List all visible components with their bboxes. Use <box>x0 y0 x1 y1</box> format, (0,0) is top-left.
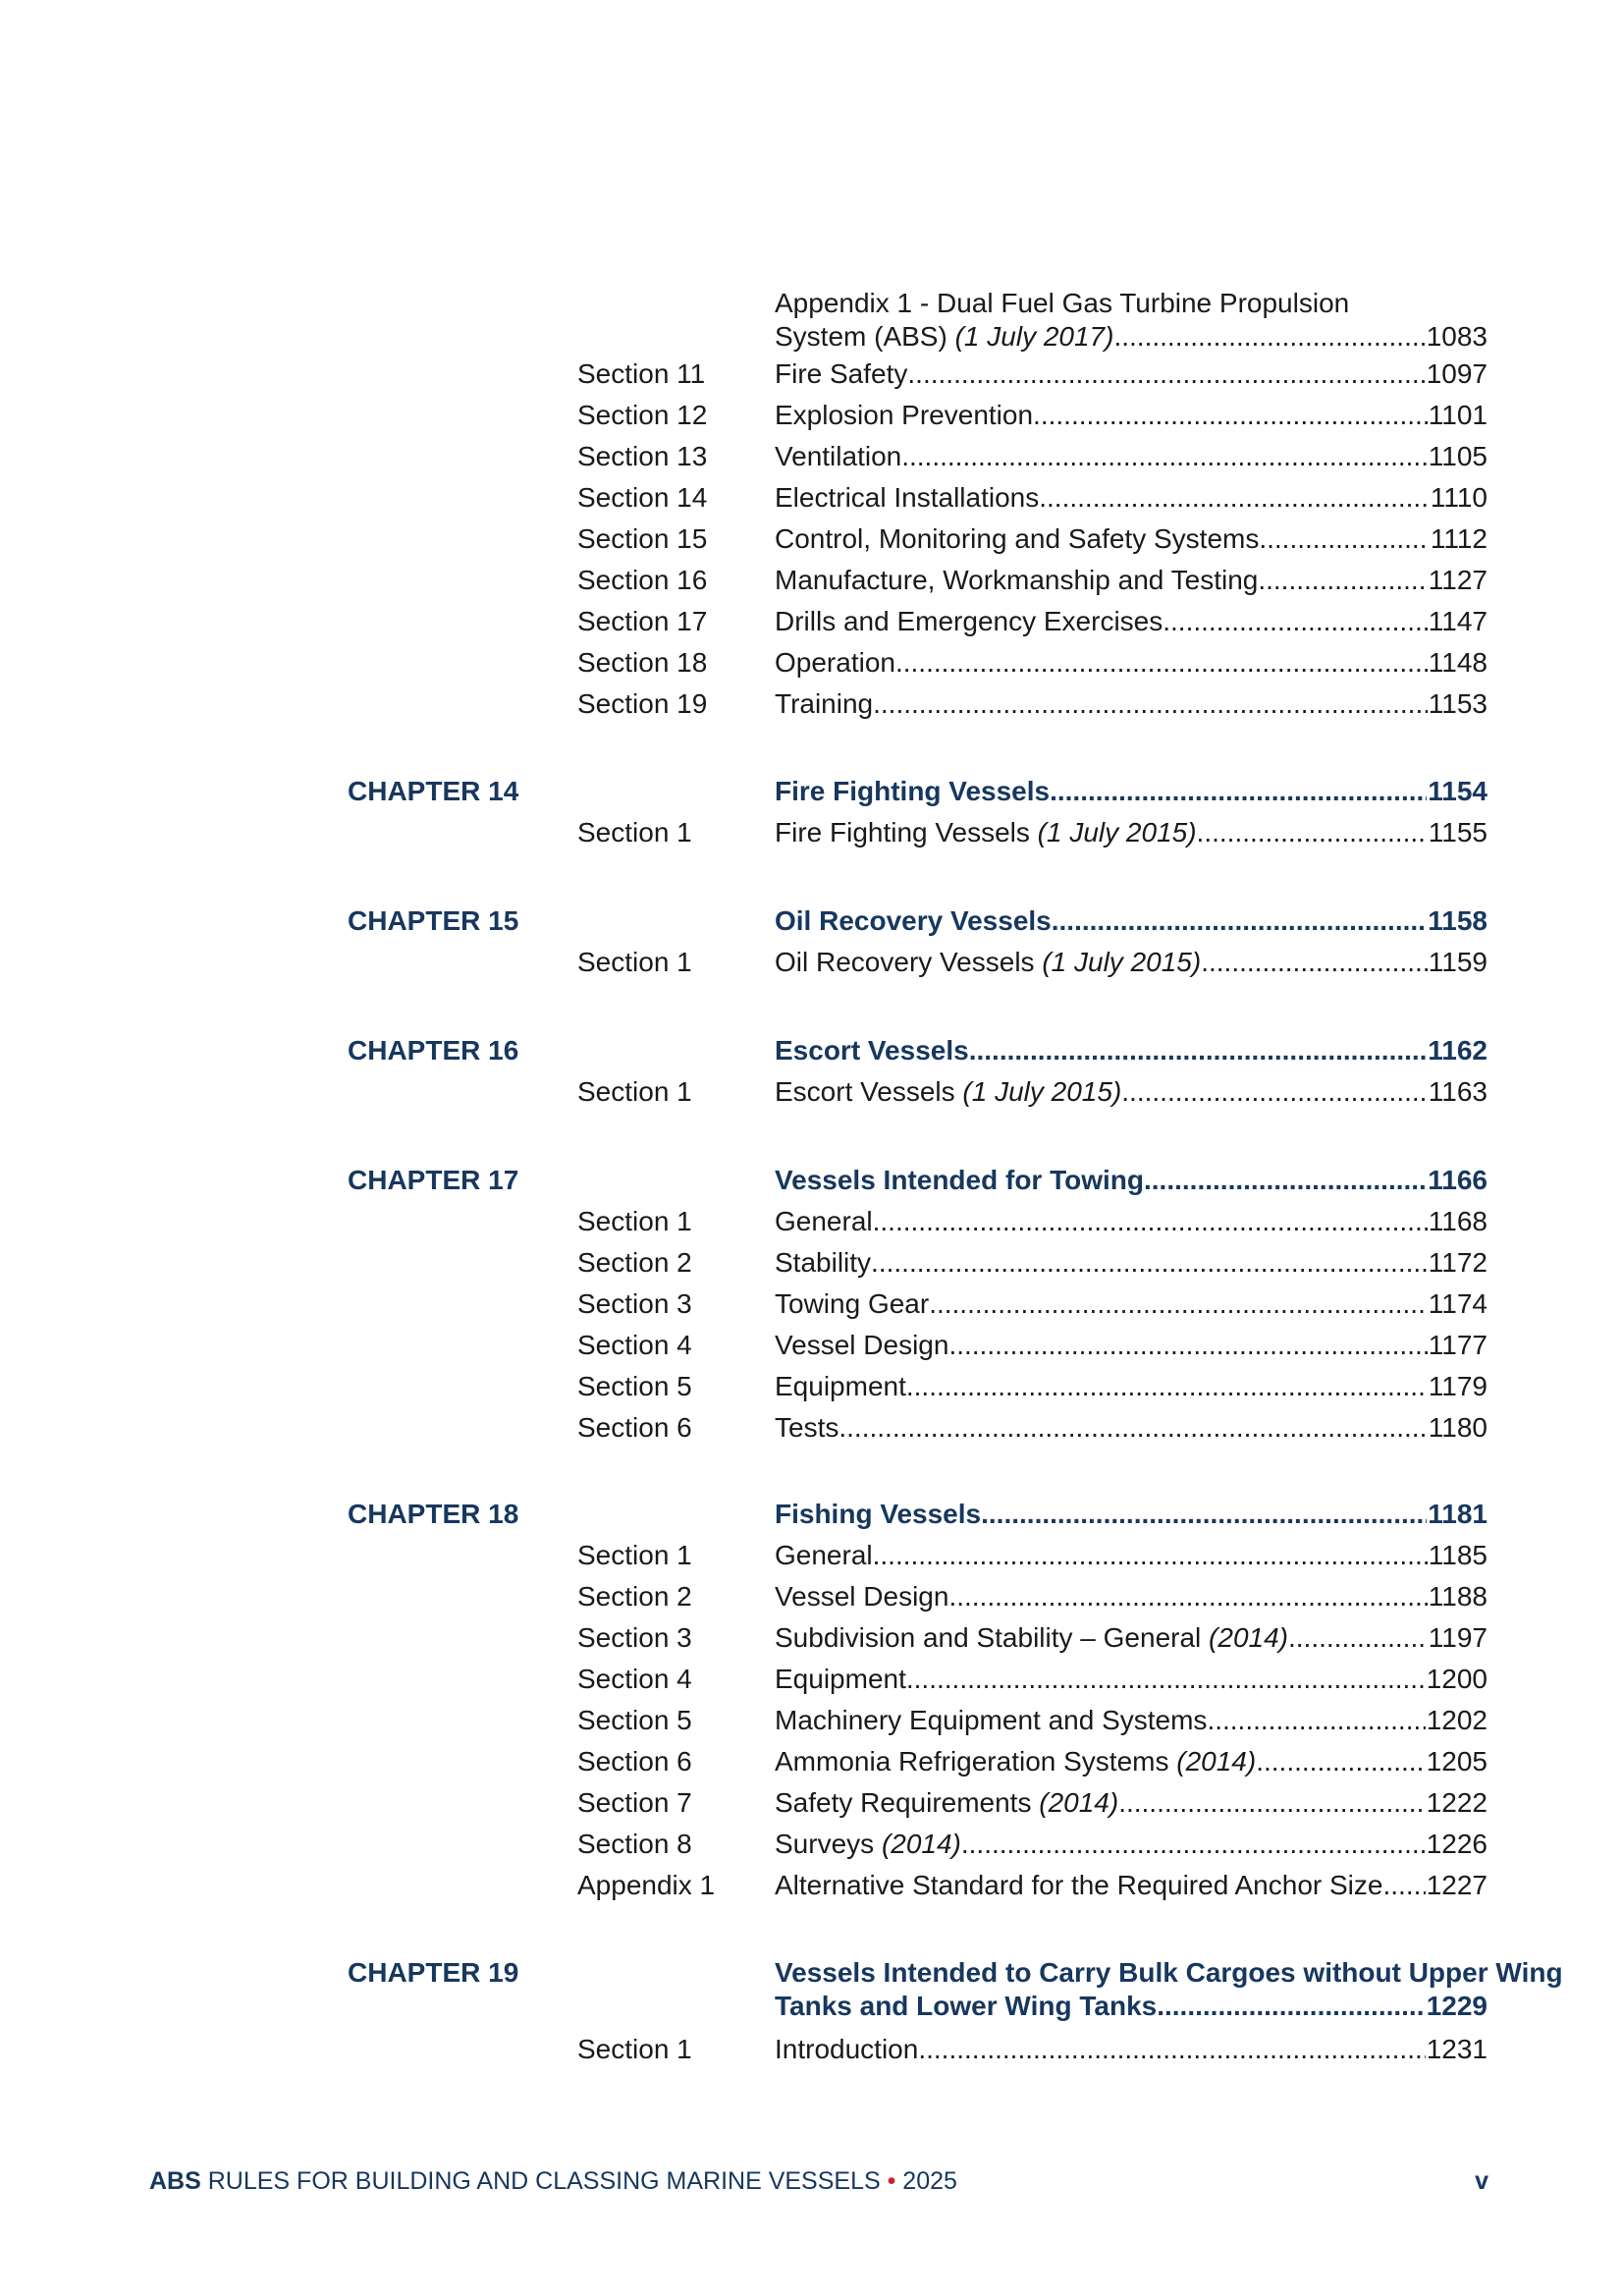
section-label: Section 1 <box>577 2034 692 2064</box>
entry-title-text: Manufacture, Workmanship and Testing <box>775 565 1259 595</box>
entry-title-text: Control, Monitoring and Safety Systems <box>775 523 1260 554</box>
page-number: 1202 <box>1426 1705 1488 1735</box>
section-row[interactable] <box>0 1201 1623 1242</box>
section-label: Section 8 <box>577 1829 692 1859</box>
entry-date-note: (1 July 2015) <box>962 1076 1122 1107</box>
section-row[interactable] <box>0 1407 1623 1449</box>
leader-dots <box>1039 481 1430 515</box>
entry-title-text: Tests <box>775 1412 839 1443</box>
entry-title-text: Vessel Design <box>775 1330 949 1360</box>
entry-line <box>775 357 1488 391</box>
section-row[interactable] <box>0 1242 1623 1284</box>
entry-title-text: Subdivision and Stability – General <box>775 1622 1210 1653</box>
page-number: 1181 <box>1428 1499 1488 1529</box>
entry-date-note: (2014) <box>881 1829 961 1859</box>
entry-title-text: Electrical Installations <box>775 482 1040 513</box>
leader-dots <box>1256 1745 1426 1778</box>
entry-title-text: Fishing Vessels <box>775 1499 982 1529</box>
section-label: Section 13 <box>577 441 708 471</box>
entry-line <box>775 904 1488 938</box>
entry-line <box>775 2033 1488 2066</box>
entry-line <box>775 1287 1488 1321</box>
page-number: 1188 <box>1428 1581 1488 1612</box>
toc-entry[interactable] <box>775 287 1488 354</box>
page-number: 1112 <box>1430 523 1488 554</box>
section-row[interactable] <box>0 1865 1623 1906</box>
entry-date-note: (1 July 2015) <box>1037 817 1197 847</box>
toc-entry[interactable] <box>775 1164 1488 1197</box>
leader-dots <box>948 1329 1427 1362</box>
entry-title-text: Fire Fighting Vessels <box>775 817 1038 847</box>
entry-title <box>775 1786 1118 1820</box>
entry-title <box>775 816 1197 849</box>
section-label: Section 7 <box>577 1787 692 1818</box>
section-label: Section 11 <box>577 358 706 389</box>
leader-dots <box>1207 1704 1425 1737</box>
page-number: 1180 <box>1428 1412 1488 1443</box>
page-footer <box>149 2161 1488 2201</box>
section-label: Section 14 <box>577 482 708 513</box>
toc-entry[interactable] <box>775 904 1488 938</box>
section-label: Section 1 <box>577 1540 692 1570</box>
toc-entry[interactable] <box>775 357 1488 391</box>
entry-title <box>775 357 907 391</box>
leader-dots <box>929 1287 1428 1321</box>
entry-title-text: Vessel Design <box>775 1581 949 1612</box>
entry-title-text: Tanks and Lower Wing Tanks <box>775 1991 1158 2021</box>
toc-entry[interactable] <box>775 1539 1488 1572</box>
footer-page-number: v <box>1475 2167 1488 2195</box>
page-number: 1105 <box>1428 441 1488 471</box>
section-row[interactable] <box>0 477 1623 519</box>
toc-entry[interactable] <box>775 1828 1488 1861</box>
toc-entry[interactable] <box>775 1580 1488 1613</box>
section-row[interactable] <box>0 601 1623 642</box>
section-label: Section 2 <box>577 1581 692 1612</box>
toc-entry[interactable] <box>775 1663 1488 1696</box>
page-number: 1197 <box>1428 1622 1488 1653</box>
leader-dots <box>1382 1869 1425 1902</box>
chapter-row[interactable] <box>0 901 1623 942</box>
entry-line <box>775 320 1488 354</box>
section-label: Section 12 <box>577 400 708 430</box>
entry-line <box>775 1034 1488 1067</box>
entry-line <box>775 522 1488 556</box>
entry-title <box>775 687 873 721</box>
toc-entry[interactable] <box>775 1498 1488 1531</box>
leader-dots <box>1157 1990 1425 2023</box>
entry-line <box>775 1663 1488 1696</box>
entry-title <box>775 1539 873 1572</box>
entry-title <box>775 1164 1144 1197</box>
leader-dots <box>871 1246 1428 1280</box>
entry-title <box>775 1663 906 1696</box>
entry-title <box>775 320 1113 354</box>
footer-year: 2025 <box>895 2167 957 2195</box>
chapter-row[interactable] <box>0 1494 1623 1535</box>
leader-dots <box>1259 522 1430 556</box>
entry-line <box>775 1621 1488 1655</box>
page-number: 1205 <box>1426 1746 1488 1777</box>
toc-entry[interactable] <box>775 1411 1488 1445</box>
entry-title-line: Appendix 1 - Dual Fuel Gas Turbine Propulsion <box>775 288 1350 318</box>
entry-date-note: (2014) <box>1176 1746 1257 1777</box>
toc-entry[interactable] <box>775 1075 1488 1109</box>
page-number: 1147 <box>1428 606 1488 636</box>
chapter-label: CHAPTER 16 <box>348 1035 519 1066</box>
leader-dots <box>873 1539 1428 1572</box>
page-number: 1172 <box>1428 1247 1488 1278</box>
entry-title-text: Ventilation <box>775 441 902 471</box>
entry-line <box>775 1869 1488 1902</box>
section-row[interactable] <box>0 1617 1623 1659</box>
entry-title-text: System (ABS) <box>775 321 955 352</box>
entry-line <box>775 440 1488 473</box>
toc-entry[interactable] <box>775 646 1488 680</box>
entry-title-text: Safety Requirements <box>775 1787 1040 1818</box>
section-row[interactable] <box>0 683 1623 725</box>
section-row[interactable] <box>0 1824 1623 1865</box>
entry-line <box>775 1370 1488 1403</box>
section-row[interactable] <box>0 1782 1623 1824</box>
page-number: 1226 <box>1426 1829 1488 1859</box>
toc-entry[interactable] <box>775 564 1488 597</box>
chapter-row[interactable] <box>0 1952 1623 2027</box>
entry-title <box>775 1990 1157 2023</box>
section-label: Section 3 <box>577 1288 692 1319</box>
page-number: 1166 <box>1428 1165 1488 1195</box>
section-row[interactable] <box>0 560 1623 601</box>
page-number: 1155 <box>1428 817 1488 847</box>
toc-entry[interactable] <box>775 1370 1488 1403</box>
entry-line <box>775 605 1488 638</box>
section-row[interactable] <box>0 1366 1623 1407</box>
entry-line <box>775 1990 1488 2023</box>
section-row[interactable] <box>0 1700 1623 1741</box>
section-row[interactable] <box>0 354 1623 395</box>
page-number: 1083 <box>1426 321 1488 352</box>
entry-title-text: Alternative Standard for the Required Anchor Size <box>775 1870 1383 1900</box>
toc-entry[interactable] <box>775 1329 1488 1362</box>
entry-date-note: (1 July 2015) <box>1042 947 1202 977</box>
entry-title <box>775 1745 1256 1778</box>
toc-entry[interactable] <box>775 1621 1488 1655</box>
section-row[interactable] <box>0 519 1623 560</box>
leader-dots <box>1201 946 1428 979</box>
leader-dots <box>1121 1075 1428 1109</box>
toc-entry[interactable] <box>775 1745 1488 1778</box>
section-label: Section 5 <box>577 1705 692 1735</box>
toc-entry[interactable] <box>775 481 1488 515</box>
entry-title <box>775 1329 948 1362</box>
entry-line <box>775 1498 1488 1531</box>
section-row[interactable] <box>0 1741 1623 1782</box>
section-label: Section 6 <box>577 1746 692 1777</box>
leader-dots <box>1163 605 1428 638</box>
entry-title <box>775 646 895 680</box>
entry-date-note: (1 July 2017) <box>954 321 1114 352</box>
section-row[interactable] <box>0 1659 1623 1700</box>
entry-title <box>775 1869 1382 1902</box>
page-number: 1168 <box>1428 1206 1488 1236</box>
section-row[interactable] <box>0 642 1623 683</box>
leader-dots <box>961 1828 1426 1861</box>
entry-title <box>775 1828 961 1861</box>
entry-title <box>775 481 1039 515</box>
section-label: Section 2 <box>577 1247 692 1278</box>
page-number: 1163 <box>1428 1076 1488 1107</box>
entry-line <box>775 1745 1488 1778</box>
leader-dots <box>906 1663 1426 1696</box>
chapter-label: CHAPTER 15 <box>348 905 519 936</box>
page-number: 1153 <box>1428 688 1488 719</box>
entry-title <box>775 399 1033 432</box>
toc-entry[interactable] <box>775 1869 1488 1902</box>
entry-line <box>775 646 1488 680</box>
section-label: Section 1 <box>577 817 692 847</box>
entry-title-text: Training <box>775 688 874 719</box>
entry-title-text: Machinery Equipment and Systems <box>775 1705 1208 1735</box>
toc-entry[interactable] <box>775 1786 1488 1820</box>
entry-line <box>775 775 1488 808</box>
page-number: 1097 <box>1426 358 1488 389</box>
page-number: 1177 <box>1428 1330 1488 1360</box>
page-number: 1101 <box>1428 400 1488 430</box>
toc-entry[interactable] <box>775 440 1488 473</box>
chapter-label: CHAPTER 14 <box>348 776 519 806</box>
leader-dots <box>1258 564 1427 597</box>
entry-title-text: General <box>775 1540 873 1570</box>
entry-line <box>775 946 1488 979</box>
section-row[interactable] <box>0 942 1623 983</box>
entry-title <box>775 522 1259 556</box>
entry-line <box>775 1164 1488 1197</box>
leader-dots <box>907 357 1425 391</box>
section-label: Section 4 <box>577 1664 692 1694</box>
entry-line <box>775 1704 1488 1737</box>
section-row[interactable] <box>0 1284 1623 1325</box>
entry-title <box>775 1704 1207 1737</box>
entry-title <box>775 1411 839 1445</box>
page-number: 1110 <box>1430 482 1488 513</box>
leader-dots <box>1113 320 1425 354</box>
page-number: 1127 <box>1428 565 1488 595</box>
entry-line <box>775 816 1488 849</box>
toc-entry[interactable] <box>775 687 1488 721</box>
page-number: 1159 <box>1428 947 1488 977</box>
leader-dots <box>901 440 1428 473</box>
section-row[interactable] <box>0 1535 1623 1576</box>
entry-title-text: General <box>775 1206 873 1236</box>
entry-title <box>775 1034 969 1067</box>
entry-title <box>775 1370 906 1403</box>
page-number: 1162 <box>1428 1035 1488 1066</box>
entry-title-text: Introduction <box>775 2034 919 2064</box>
leader-dots <box>839 1411 1427 1445</box>
entry-line <box>775 1411 1488 1445</box>
leader-dots <box>1052 904 1428 938</box>
entry-title-text: Ammonia Refrigeration Systems <box>775 1746 1177 1777</box>
entry-title-text: Equipment <box>775 1664 906 1694</box>
entry-title <box>775 2033 918 2066</box>
entry-title-text: Operation <box>775 647 895 678</box>
leader-dots <box>1033 399 1428 432</box>
section-label: Section 3 <box>577 1622 692 1653</box>
section-label: Section 17 <box>577 606 708 636</box>
entry-title <box>775 1075 1121 1109</box>
section-row[interactable] <box>0 1071 1623 1113</box>
chapter-row[interactable] <box>0 771 1623 812</box>
entry-title <box>775 1621 1288 1655</box>
section-label: Section 1 <box>577 1206 692 1236</box>
entry-title <box>775 946 1201 979</box>
section-row[interactable] <box>0 812 1623 853</box>
page-number: 1154 <box>1428 776 1488 806</box>
entry-title-text: Equipment <box>775 1371 906 1401</box>
section-row[interactable] <box>0 2029 1623 2070</box>
entry-line <box>775 1329 1488 1362</box>
toc-entry[interactable] <box>775 1287 1488 1321</box>
section-label: Section 6 <box>577 1412 692 1443</box>
entry-title-text: Drills and Emergency Exercises <box>775 606 1163 636</box>
entry-title <box>775 440 901 473</box>
leader-dots <box>1197 816 1428 849</box>
leader-dots <box>1050 775 1427 808</box>
entry-date-note: (2014) <box>1209 1622 1288 1653</box>
entry-title-text: Fire Safety <box>775 358 908 389</box>
section-label: Section 15 <box>577 523 708 554</box>
page-number: 1229 <box>1426 1991 1488 2021</box>
entry-line <box>775 1828 1488 1861</box>
entry-title-text: Escort Vessels <box>775 1076 963 1107</box>
leader-dots <box>906 1370 1428 1403</box>
entry-title-text: Stability <box>775 1247 872 1278</box>
entry-title <box>775 1246 871 1280</box>
page-number: 1174 <box>1428 1288 1488 1319</box>
entry-title-text: Escort Vessels <box>775 1035 969 1066</box>
entry-title <box>775 564 1258 597</box>
leader-dots <box>948 1580 1427 1613</box>
entry-title-text: Oil Recovery Vessels <box>775 905 1052 936</box>
section-label: Section 1 <box>577 1076 692 1107</box>
section-label: Section 5 <box>577 1371 692 1401</box>
entry-title <box>775 1287 929 1321</box>
toc-entry[interactable] <box>775 1246 1488 1280</box>
entry-title-text: Vessels Intended for Towing <box>775 1165 1144 1195</box>
page-number: 1185 <box>1428 1540 1488 1570</box>
leader-dots <box>873 1205 1428 1238</box>
page-number: 1200 <box>1426 1664 1488 1694</box>
entry-line <box>775 481 1488 515</box>
leader-dots <box>969 1034 1428 1067</box>
entry-title <box>775 1580 948 1613</box>
entry-title-text: Towing Gear <box>775 1288 930 1319</box>
section-row[interactable] <box>0 283 1623 357</box>
footer-bullet: • <box>887 2167 896 2195</box>
toc-entry[interactable] <box>775 1704 1488 1737</box>
toc-entry[interactable] <box>775 522 1488 556</box>
entry-title <box>775 904 1052 938</box>
page-number: 1148 <box>1428 647 1488 678</box>
section-label: Section 4 <box>577 1330 692 1360</box>
leader-dots <box>895 646 1428 680</box>
section-label: Section 1 <box>577 947 692 977</box>
entry-title <box>775 775 1050 808</box>
section-label: Appendix 1 <box>577 1870 716 1900</box>
entry-title-text: Oil Recovery Vessels <box>775 947 1043 977</box>
chapter-label: CHAPTER 17 <box>348 1165 519 1195</box>
section-row[interactable] <box>0 436 1623 477</box>
footer-rules-title: RULES FOR BUILDING AND CLASSING MARINE VESSELS <box>200 2167 888 2195</box>
footer-title <box>149 2161 957 2201</box>
entry-title-text: Explosion Prevention <box>775 400 1034 430</box>
entry-line <box>775 1786 1488 1820</box>
page-number: 1158 <box>1428 905 1488 936</box>
toc-entry[interactable] <box>775 605 1488 638</box>
chapter-row[interactable] <box>0 1160 1623 1201</box>
footer-brand: ABS <box>149 2167 201 2195</box>
leader-dots <box>981 1498 1427 1531</box>
toc-entry[interactable] <box>775 816 1488 849</box>
toc-entry[interactable] <box>775 946 1488 979</box>
section-row[interactable] <box>0 1325 1623 1366</box>
entry-title <box>775 605 1163 638</box>
chapter-label: CHAPTER 19 <box>348 1957 519 1988</box>
leader-dots <box>873 687 1428 721</box>
toc-entry[interactable] <box>775 1205 1488 1238</box>
toc-entry[interactable] <box>775 2033 1488 2066</box>
toc-entry[interactable] <box>775 1034 1488 1067</box>
section-label: Section 18 <box>577 647 708 678</box>
entry-line <box>775 1580 1488 1613</box>
entry-title <box>775 1205 873 1238</box>
entry-title-text: Fire Fighting Vessels <box>775 776 1051 806</box>
entry-line <box>775 564 1488 597</box>
entry-line <box>775 1075 1488 1109</box>
section-row[interactable] <box>0 1576 1623 1617</box>
entry-line <box>775 1539 1488 1572</box>
entry-title-line: Vessels Intended to Carry Bulk Cargoes without Upper Wing <box>775 1957 1563 1988</box>
leader-dots <box>1288 1621 1428 1655</box>
toc-entry[interactable] <box>775 1956 1563 2023</box>
section-label: Section 16 <box>577 565 708 595</box>
entry-title-text: Surveys <box>775 1829 882 1859</box>
page-number: 1179 <box>1428 1371 1488 1401</box>
toc-entry[interactable] <box>775 399 1488 432</box>
page-number: 1222 <box>1426 1787 1488 1818</box>
entry-title <box>775 1498 981 1531</box>
section-row[interactable] <box>0 395 1623 436</box>
chapter-row[interactable] <box>0 1030 1623 1071</box>
entry-line <box>775 399 1488 432</box>
page-number: 1227 <box>1426 1870 1488 1900</box>
section-label: Section 19 <box>577 688 708 719</box>
entry-date-note: (2014) <box>1039 1787 1119 1818</box>
entry-line <box>775 1205 1488 1238</box>
leader-dots <box>1144 1164 1427 1197</box>
leader-dots <box>1118 1786 1426 1820</box>
leader-dots <box>918 2033 1425 2066</box>
page-number: 1231 <box>1426 2034 1488 2064</box>
chapter-label: CHAPTER 18 <box>348 1499 519 1529</box>
toc-entry[interactable] <box>775 775 1488 808</box>
entry-line <box>775 1246 1488 1280</box>
entry-line <box>775 687 1488 721</box>
